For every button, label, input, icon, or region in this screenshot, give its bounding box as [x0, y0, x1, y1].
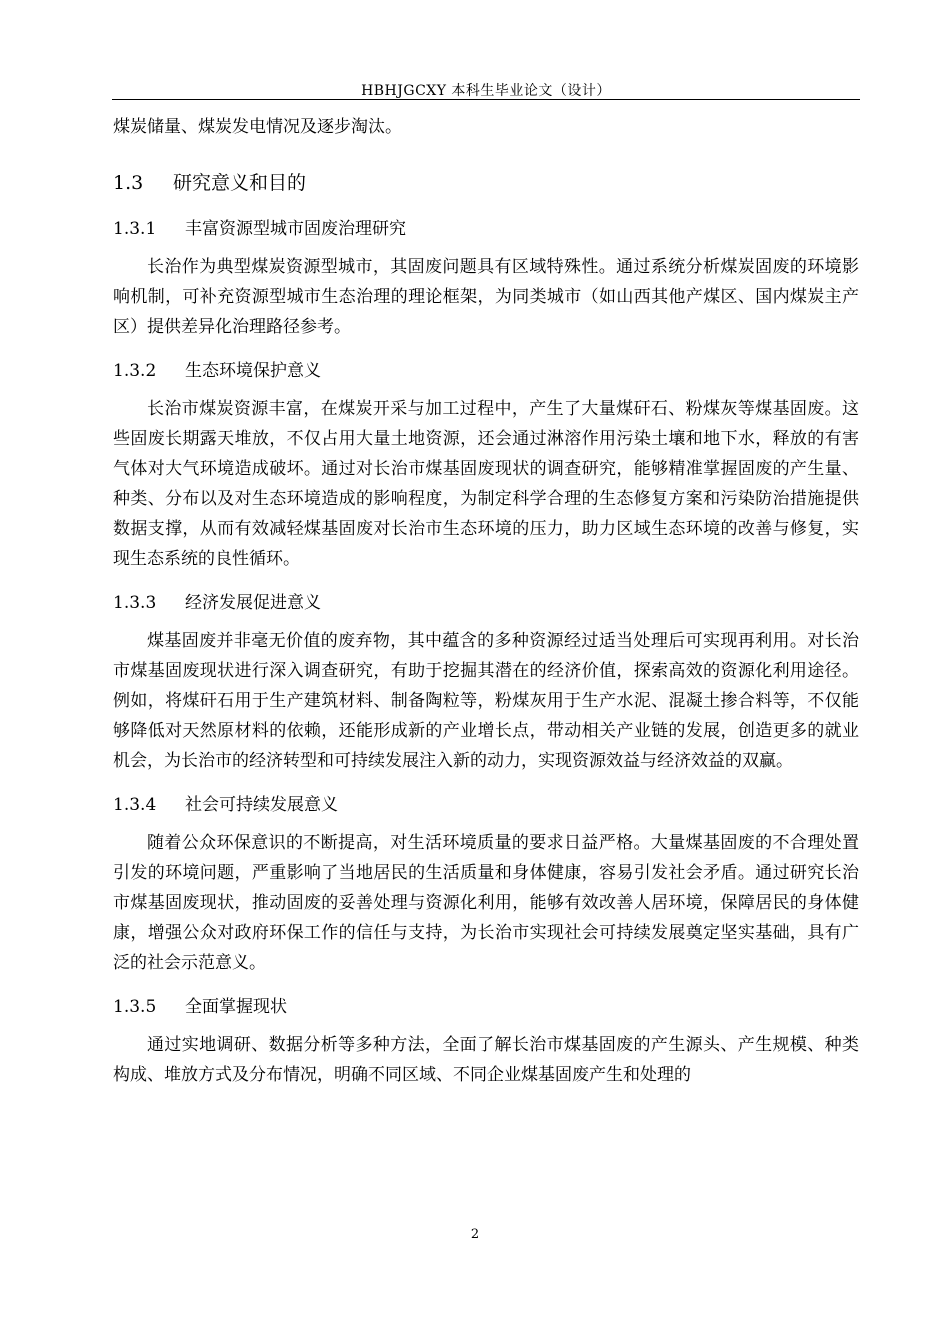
subsection-heading-1-3-2	[113, 356, 859, 386]
subsection-heading-1-3-3	[113, 588, 859, 618]
intro-paragraph: 煤炭储量、煤炭发电情况及逐步淘汰。	[113, 117, 402, 137]
running-header: HBHJGCXY 本科生毕业论文（设计）	[361, 83, 611, 99]
subsection-number: 1.3.1	[113, 219, 157, 239]
subsection-number: 1.3.3	[113, 593, 157, 613]
header-divider	[112, 99, 860, 100]
section-heading-1-3	[113, 168, 859, 198]
subsection-paragraph: 煤基固废并非毫无价值的废弃物，其中蕴含的多种资源经过适当处理后可实现再利用。对长治市煤基固废现状进行深入调查研究，有助于挖掘其潜在的经济价值，探索高效的资源化利用途径。例如，将煤矸石用于生产建筑材料、制备陶粒等，粉煤灰用于生产水泥、混凝土掺合料等，不仅能够降低对天然原材料的依赖，还能形成新的产业增长点，带动相关产业链的发展，创造更多的就业机会，为长治市的经济转型和可持续发展注入新的动力，实现资源效益与经济效益的双赢。	[113, 631, 859, 771]
subsection-paragraph: 通过实地调研、数据分析等多种方法，全面了解长治市煤基固废的产生源头、产生规模、种类构成、堆放方式及分布情况，明确不同区域、不同企业煤基固废产生和处理的	[113, 1035, 859, 1085]
section-number: 1.3	[113, 172, 144, 194]
subsection-title: 丰富资源型城市固废治理研究	[185, 219, 406, 239]
subsection-title: 经济发展促进意义	[185, 593, 321, 613]
subsection-paragraph: 长治市煤炭资源丰富，在煤炭开采与加工过程中，产生了大量煤矸石、粉煤灰等煤基固废。这些固废长期露天堆放，不仅占用大量土地资源，还会通过淋溶作用污染土壤和地下水，释放的有害气体对大气环境造成破坏。通过对长治市煤基固废现状的调查研究，能够精准掌握固废的产生量、种类、分布以及对生态环境造成的影响程度，为制定科学合理的生态修复方案和污染防治措施提供数据支撑，从而有效减轻煤基固废对长治市生态环境的压力，助力区域生态环境的改善与修复，实现生态系统的良性循环。	[113, 399, 859, 569]
subsection-title: 社会可持续发展意义	[185, 795, 338, 815]
subsection-heading-1-3-4	[113, 790, 859, 820]
subsection-title: 生态环境保护意义	[185, 361, 321, 381]
subsection-heading-1-3-1	[113, 214, 859, 244]
subsection-number: 1.3.5	[113, 997, 157, 1017]
subsection-heading-1-3-5	[113, 992, 859, 1022]
subsection-paragraph: 随着公众环保意识的不断提高，对生活环境质量的要求日益严格。大量煤基固废的不合理处置引发的环境问题，严重影响了当地居民的生活质量和身体健康，容易引发社会矛盾。通过研究长治市煤基固废现状，推动固废的妥善处理与资源化利用，能够有效改善人居环境，保障居民的身体健康，增强公众对政府环保工作的信任与支持，为长治市实现社会可持续发展奠定坚实基础，具有广泛的社会示范意义。	[113, 833, 859, 973]
subsection-paragraph: 长治作为典型煤炭资源型城市，其固废问题具有区域特殊性。通过系统分析煤炭固废的环境影响机制，可补充资源型城市生态治理的理论框架，为同类城市（如山西其他产煤区、国内煤炭主产区）提供差异化治理路径参考。	[113, 257, 859, 337]
page-number: 2	[470, 1227, 480, 1242]
subsection-number: 1.3.4	[113, 795, 157, 815]
subsection-number: 1.3.2	[113, 361, 157, 381]
page-body	[113, 112, 859, 1090]
section-title: 研究意义和目的	[173, 172, 307, 194]
subsection-title: 全面掌握现状	[185, 997, 287, 1017]
